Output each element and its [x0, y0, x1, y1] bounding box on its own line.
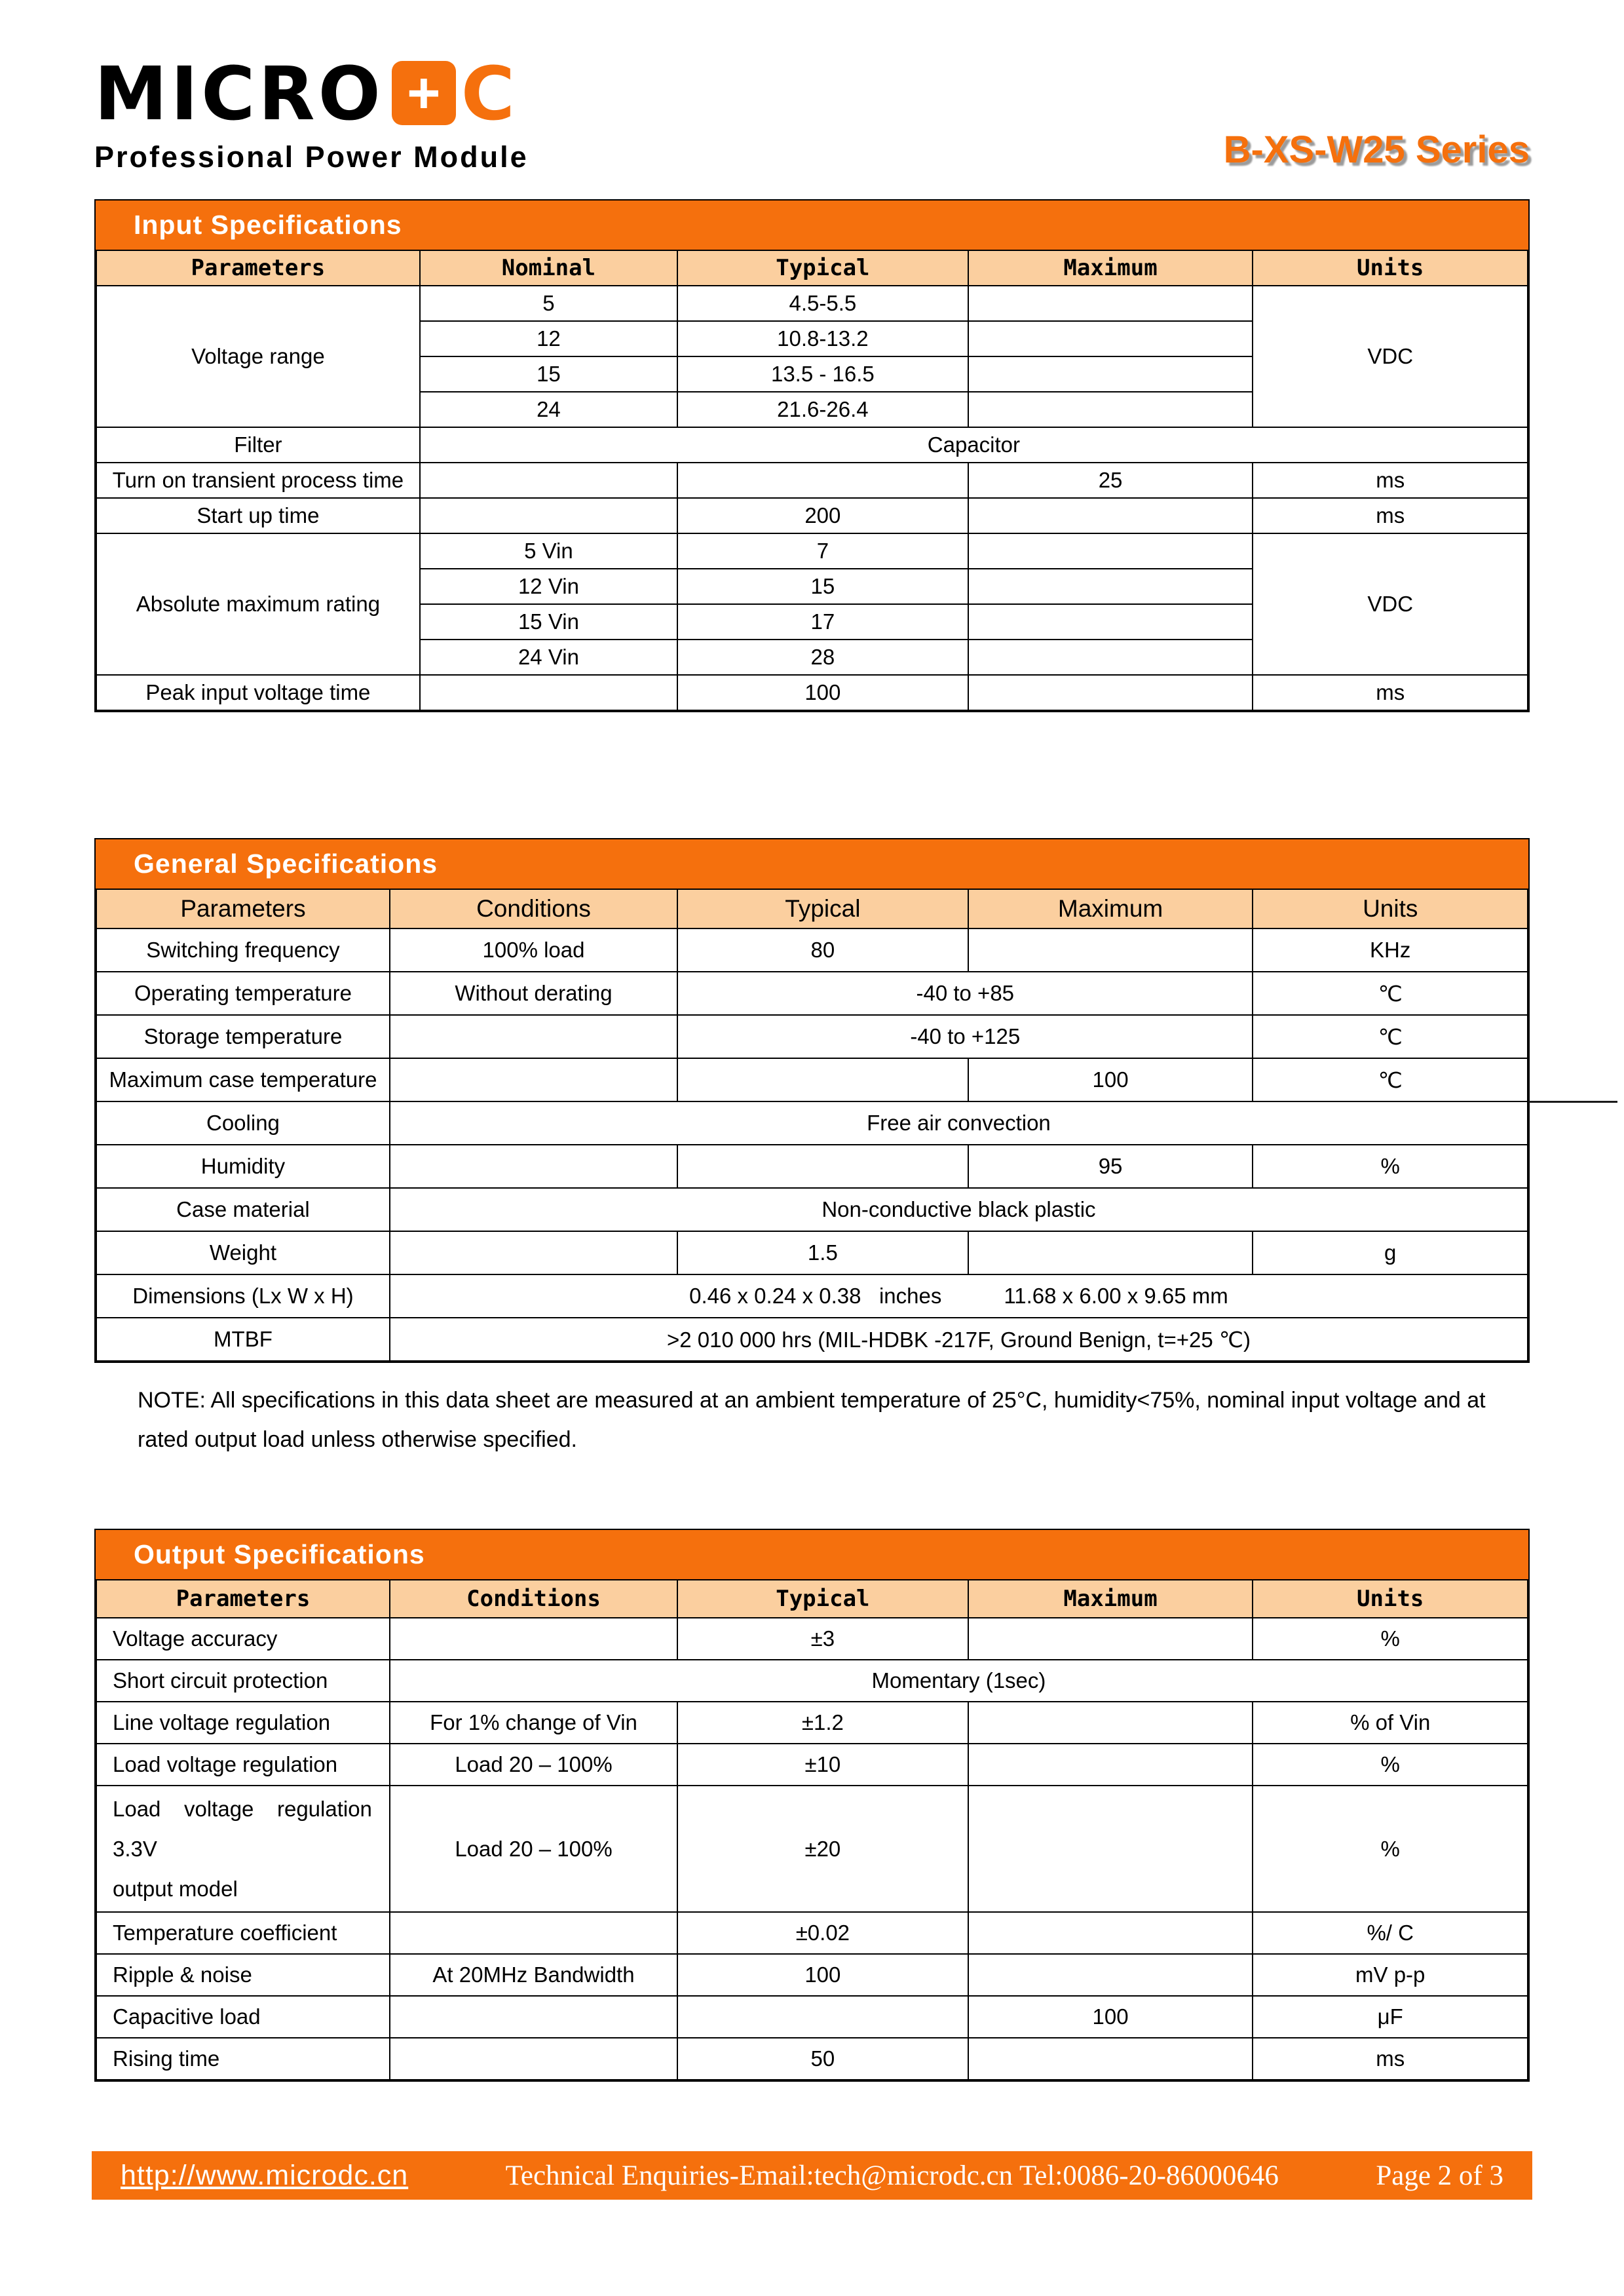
empty-cell — [968, 1954, 1253, 1996]
param-max-case-temperature: Maximum case temperature — [96, 1058, 390, 1101]
general-col-conditions: Conditions — [390, 889, 677, 928]
operating-temperature-conditions: Without derating — [390, 972, 677, 1015]
storage-temperature-range: -40 to +125 — [677, 1015, 1253, 1058]
param-start-up-time: Start up time — [96, 498, 420, 533]
empty-cell — [420, 675, 677, 710]
param-voltage-accuracy: Voltage accuracy — [96, 1618, 390, 1660]
empty-cell — [968, 1744, 1253, 1786]
output-col-units: Units — [1253, 1580, 1528, 1618]
param-temperature-coefficient: Temperature coefficient — [96, 1912, 390, 1954]
table-row — [96, 972, 1528, 1015]
rising-time-typical: 50 — [677, 2038, 968, 2080]
output-col-conditions: Conditions — [390, 1580, 677, 1618]
series-title: B-XS-W25 Series — [1223, 128, 1530, 171]
input-col-maximum: Maximum — [968, 250, 1253, 286]
input-col-typical: Typical — [677, 250, 968, 286]
table-row — [96, 1101, 1528, 1145]
max-case-temperature-units: ℃ — [1253, 1058, 1528, 1101]
line-regulation-conditions: For 1% change of Vin — [390, 1702, 677, 1744]
empty-cell — [420, 463, 677, 498]
empty-cell — [968, 1702, 1253, 1744]
humidity-units: % — [1253, 1145, 1528, 1188]
output-specifications-title: Output Specifications — [96, 1530, 1528, 1579]
footer-bar — [92, 2151, 1532, 2200]
rising-time-units: ms — [1253, 2038, 1528, 2080]
output-header-row — [96, 1580, 1528, 1618]
general-specifications-section — [94, 838, 1530, 1363]
temperature-coefficient-units: %/ C — [1253, 1912, 1528, 1954]
empty-cell — [390, 1912, 677, 1954]
table-row — [96, 1786, 1528, 1912]
ripple-noise-typical: 100 — [677, 1954, 968, 1996]
empty-cell — [968, 498, 1253, 533]
dimensions-value — [390, 1274, 1528, 1318]
general-header-row — [96, 889, 1528, 928]
switching-frequency-units: KHz — [1253, 928, 1528, 972]
brand-block — [94, 52, 529, 174]
param-mtbf: MTBF — [96, 1318, 390, 1361]
voltage-range-typical-1: 4.5-5.5 — [677, 286, 968, 321]
param-filter: Filter — [96, 427, 420, 463]
abs-max-typical-4: 28 — [677, 640, 968, 675]
logo-plus-icon — [392, 61, 456, 125]
param-humidity: Humidity — [96, 1145, 390, 1188]
start-up-time-units: ms — [1253, 498, 1528, 533]
peak-input-voltage-typical: 100 — [677, 675, 968, 710]
output-col-typical: Typical — [677, 1580, 968, 1618]
voltage-range-typical-2: 10.8-13.2 — [677, 321, 968, 356]
switching-frequency-conditions: 100% load — [390, 928, 677, 972]
param-load-regulation: Load voltage regulation — [96, 1744, 390, 1786]
empty-cell — [968, 675, 1253, 710]
line-regulation-typical: ±1.2 — [677, 1702, 968, 1744]
empty-cell — [390, 1145, 677, 1188]
operating-temperature-range: -40 to +85 — [677, 972, 1253, 1015]
case-material-value: Non-conductive black plastic — [390, 1188, 1528, 1231]
param-turn-on-transient: Turn on transient process time — [96, 463, 420, 498]
param-switching-frequency: Switching frequency — [96, 928, 390, 972]
footer-contact-text: Technical Enquiries-Email:tech@microdc.cn Tel:0086-20-86000646 — [505, 2160, 1279, 2191]
param-short-circuit: Short circuit protection — [96, 1660, 390, 1702]
voltage-accuracy-typical: ±3 — [677, 1618, 968, 1660]
table-row — [96, 1954, 1528, 1996]
scan-artifact-line — [1528, 1101, 1617, 1103]
empty-cell — [968, 1912, 1253, 1954]
table-row — [96, 1015, 1528, 1058]
capacitive-load-maximum: 100 — [968, 1996, 1253, 2038]
empty-cell — [968, 569, 1253, 604]
cooling-value: Free air convection — [390, 1101, 1528, 1145]
footer-url-link[interactable]: http://www.microdc.cn — [121, 2159, 409, 2191]
empty-cell — [390, 1996, 677, 2038]
voltage-range-typical-4: 21.6-26.4 — [677, 392, 968, 427]
table-row — [96, 2038, 1528, 2080]
empty-cell — [968, 533, 1253, 569]
empty-cell — [420, 498, 677, 533]
param-cooling: Cooling — [96, 1101, 390, 1145]
turn-on-transient-units: ms — [1253, 463, 1528, 498]
param-case-material: Case material — [96, 1188, 390, 1231]
input-specifications-section — [94, 199, 1530, 712]
voltage-range-nominal-3: 15 — [420, 356, 677, 392]
load-regulation-3v3-label-line2: output model — [113, 1877, 238, 1902]
general-col-maximum: Maximum — [968, 889, 1253, 928]
input-specifications-title: Input Specifications — [96, 201, 1528, 250]
empty-cell — [968, 928, 1253, 972]
dimensions-inches: 0.46 x 0.24 x 0.38 inches — [689, 1284, 942, 1308]
param-dimensions: Dimensions (Lx W x H) — [96, 1274, 390, 1318]
abs-max-units: VDC — [1253, 533, 1528, 675]
short-circuit-value: Momentary (1sec) — [390, 1660, 1528, 1702]
empty-cell — [968, 321, 1253, 356]
general-col-parameters: Parameters — [96, 889, 390, 928]
table-row — [96, 427, 1528, 463]
logo-text-micro: MICRO — [94, 52, 384, 137]
load-regulation-conditions: Load 20 – 100% — [390, 1744, 677, 1786]
voltage-range-typical-3: 13.5 - 16.5 — [677, 356, 968, 392]
table-row — [96, 1058, 1528, 1101]
param-peak-input-voltage: Peak input voltage time — [96, 675, 420, 710]
dimensions-mm: 11.68 x 6.00 x 9.65 mm — [1004, 1284, 1228, 1308]
abs-max-nominal-3: 15 Vin — [420, 604, 677, 640]
peak-input-voltage-units: ms — [1253, 675, 1528, 710]
start-up-time-typical: 200 — [677, 498, 968, 533]
ripple-noise-conditions: At 20MHz Bandwidth — [390, 1954, 677, 1996]
mtbf-value: >2 010 000 hrs (MIL-HDBK -217F, Ground Benign, t=+25 ℃) — [390, 1318, 1528, 1361]
voltage-range-units: VDC — [1253, 286, 1528, 427]
table-row — [96, 1318, 1528, 1361]
table-row — [96, 1912, 1528, 1954]
empty-cell — [968, 392, 1253, 427]
voltage-accuracy-units: % — [1253, 1618, 1528, 1660]
line-regulation-units: % of Vin — [1253, 1702, 1528, 1744]
table-row — [96, 463, 1528, 498]
load-regulation-3v3-typical: ±20 — [677, 1786, 968, 1912]
input-col-units: Units — [1253, 250, 1528, 286]
filter-value: Capacitor — [420, 427, 1528, 463]
empty-cell — [677, 1996, 968, 2038]
table-row — [96, 1996, 1528, 2038]
output-col-maximum: Maximum — [968, 1580, 1253, 1618]
input-col-nominal: Nominal — [420, 250, 677, 286]
load-regulation-units: % — [1253, 1744, 1528, 1786]
empty-cell — [390, 1015, 677, 1058]
param-rising-time: Rising time — [96, 2038, 390, 2080]
table-row — [96, 1231, 1528, 1274]
empty-cell — [390, 1231, 677, 1274]
weight-units: g — [1253, 1231, 1528, 1274]
table-row — [96, 1188, 1528, 1231]
param-storage-temperature: Storage temperature — [96, 1015, 390, 1058]
empty-cell — [968, 640, 1253, 675]
output-col-parameters: Parameters — [96, 1580, 390, 1618]
table-row — [96, 928, 1528, 972]
abs-max-typical-1: 7 — [677, 533, 968, 569]
input-header-row — [96, 250, 1528, 286]
voltage-range-nominal-4: 24 — [420, 392, 677, 427]
empty-cell — [968, 1618, 1253, 1660]
table-row — [96, 286, 1528, 321]
param-voltage-range: Voltage range — [96, 286, 420, 427]
table-row — [96, 498, 1528, 533]
param-weight: Weight — [96, 1231, 390, 1274]
load-regulation-typical: ±10 — [677, 1744, 968, 1786]
table-row — [96, 1660, 1528, 1702]
dimensions-values-wrap — [397, 1284, 1520, 1309]
footer-page-number: Page 2 of 3 — [1376, 2160, 1503, 2191]
param-absolute-maximum: Absolute maximum rating — [96, 533, 420, 675]
empty-cell — [677, 1058, 968, 1101]
param-operating-temperature: Operating temperature — [96, 972, 390, 1015]
table-row — [96, 533, 1528, 569]
abs-max-typical-2: 15 — [677, 569, 968, 604]
table-row — [96, 1744, 1528, 1786]
general-col-typical: Typical — [677, 889, 968, 928]
abs-max-nominal-1: 5 Vin — [420, 533, 677, 569]
max-case-temperature-maximum: 100 — [968, 1058, 1253, 1101]
output-specifications-section — [94, 1529, 1530, 2082]
input-col-parameters: Parameters — [96, 250, 420, 286]
input-specifications-table — [96, 250, 1528, 711]
empty-cell — [390, 2038, 677, 2080]
empty-cell — [968, 1786, 1253, 1912]
param-capacitive-load: Capacitive load — [96, 1996, 390, 2038]
temperature-coefficient-typical: ±0.02 — [677, 1912, 968, 1954]
ripple-noise-units: mV p-p — [1253, 1954, 1528, 1996]
voltage-range-nominal-1: 5 — [420, 286, 677, 321]
param-ripple-noise: Ripple & noise — [96, 1954, 390, 1996]
empty-cell — [390, 1058, 677, 1101]
empty-cell — [968, 356, 1253, 392]
weight-typical: 1.5 — [677, 1231, 968, 1274]
table-row — [96, 1274, 1528, 1318]
humidity-maximum: 95 — [968, 1145, 1253, 1188]
switching-frequency-typical: 80 — [677, 928, 968, 972]
abs-max-nominal-2: 12 Vin — [420, 569, 677, 604]
empty-cell — [677, 1145, 968, 1188]
page-header — [94, 52, 1530, 174]
table-row — [96, 1702, 1528, 1744]
empty-cell — [390, 1618, 677, 1660]
turn-on-transient-maximum: 25 — [968, 463, 1253, 498]
plus-glyph: + — [407, 60, 441, 126]
empty-cell — [968, 286, 1253, 321]
empty-cell — [677, 463, 968, 498]
load-regulation-3v3-label-line1: Load voltage regulation 3.3V — [113, 1797, 372, 1862]
capacitive-load-units: μF — [1253, 1996, 1528, 2038]
abs-max-nominal-4: 24 Vin — [420, 640, 677, 675]
page-content — [0, 52, 1624, 2082]
load-regulation-3v3-units: % — [1253, 1786, 1528, 1912]
operating-temperature-units: ℃ — [1253, 972, 1528, 1015]
company-logo — [94, 52, 529, 137]
output-specifications-table — [96, 1579, 1528, 2080]
brand-tagline: Professional Power Module — [94, 140, 529, 174]
table-row — [96, 1145, 1528, 1188]
abs-max-typical-3: 17 — [677, 604, 968, 640]
general-specifications-title: General Specifications — [96, 839, 1528, 889]
param-load-regulation-3v3 — [96, 1786, 390, 1912]
param-line-regulation: Line voltage regulation — [96, 1702, 390, 1744]
empty-cell — [968, 1231, 1253, 1274]
logo-text-c: C — [461, 52, 515, 137]
general-specifications-table — [96, 889, 1528, 1362]
empty-cell — [968, 2038, 1253, 2080]
table-row — [96, 675, 1528, 710]
empty-cell — [968, 604, 1253, 640]
table-row — [96, 1618, 1528, 1660]
load-regulation-3v3-conditions: Load 20 – 100% — [390, 1786, 677, 1912]
note-text: NOTE: All specifications in this data sheet are measured at an ambient temperature of 25°C, humidity<75%, nominal input voltage and at rated output load unless otherwise specified. — [138, 1388, 1486, 1452]
general-col-units: Units — [1253, 889, 1528, 928]
storage-temperature-units: ℃ — [1253, 1015, 1528, 1058]
voltage-range-nominal-2: 12 — [420, 321, 677, 356]
